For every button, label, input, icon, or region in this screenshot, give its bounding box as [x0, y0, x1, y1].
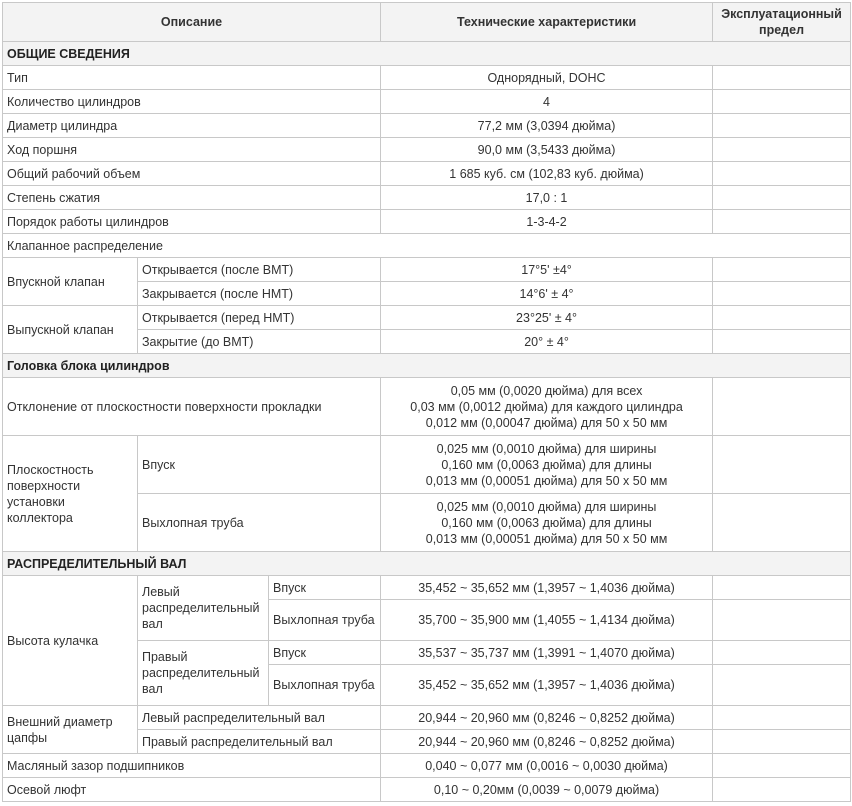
section-camshaft	[3, 552, 851, 576]
row-value: 20° ± 4°	[381, 330, 713, 354]
row-value: 0,025 мм (0,0010 дюйма) для ширины 0,160 мм (0,0063 дюйма) для длины 0,013 мм (0,00051 дюйма) для 50 x 50 мм	[381, 494, 713, 552]
row-label: Количество цилиндров	[3, 90, 381, 114]
row-label: Впуск	[138, 436, 381, 494]
row-label: Левый распределительный вал	[138, 706, 381, 730]
row-label: Открывается (перед НМТ)	[138, 306, 381, 330]
section-title: ОБЩИЕ СВЕДЕНИЯ	[3, 42, 851, 66]
table-row	[3, 306, 851, 330]
cam-height-label: Высота кулачка	[3, 576, 138, 706]
row-label: Тип	[3, 66, 381, 90]
intake-valve-label: Впускной клапан	[3, 258, 138, 306]
row-value: 1-3-4-2	[381, 210, 713, 234]
row-label: Правый распределительный вал	[138, 730, 381, 754]
header-limit: Эксплуатационный предел	[713, 3, 851, 42]
table-row	[3, 706, 851, 730]
row-label: Закрытие (до ВМТ)	[138, 330, 381, 354]
row-value: 20,944 ~ 20,960 мм (0,8246 ~ 0,8252 дюйма)	[381, 730, 713, 754]
row-limit	[713, 436, 851, 494]
row-label: Степень сжатия	[3, 186, 381, 210]
row-limit	[713, 162, 851, 186]
header-description: Описание	[3, 3, 381, 42]
row-limit	[713, 600, 851, 641]
table-row	[3, 576, 851, 600]
row-limit	[713, 306, 851, 330]
row-limit	[713, 186, 851, 210]
row-value: 17,0 : 1	[381, 186, 713, 210]
table-row	[3, 378, 851, 436]
row-limit	[713, 138, 851, 162]
row-label: Диаметр цилиндра	[3, 114, 381, 138]
row-limit	[713, 576, 851, 600]
row-value: 0,05 мм (0,0020 дюйма) для всех 0,03 мм (0,0012 дюйма) для каждого цилиндра 0,012 мм (0,00047 дюйма) для 50 x 50 мм	[381, 378, 713, 436]
row-label: Отклонение от плоскостности поверхности прокладки	[3, 378, 381, 436]
exhaust-valve-label: Выпускной клапан	[3, 306, 138, 354]
row-value: 1 685 куб. см (102,83 куб. дюйма)	[381, 162, 713, 186]
row-value: 17°5' ±4°	[381, 258, 713, 282]
row-limit	[713, 494, 851, 552]
header-specs: Технические характеристики	[381, 3, 713, 42]
row-limit	[713, 665, 851, 706]
row-limit	[713, 210, 851, 234]
row-label: Общий рабочий объем	[3, 162, 381, 186]
row-limit	[713, 378, 851, 436]
table-row	[3, 258, 851, 282]
row-limit	[713, 730, 851, 754]
row-value: 90,0 мм (3,5433 дюйма)	[381, 138, 713, 162]
row-value: 0,040 ~ 0,077 мм (0,0016 ~ 0,0030 дюйма)	[381, 754, 713, 778]
header-row	[3, 3, 851, 42]
journal-diameter-label: Внешний диаметр цапфы	[3, 706, 138, 754]
section-title: РАСПРЕДЕЛИТЕЛЬНЫЙ ВАЛ	[3, 552, 851, 576]
section-cylinder-head	[3, 354, 851, 378]
row-label: Выхлопная труба	[269, 665, 381, 706]
row-value: Однорядный, DOHC	[381, 66, 713, 90]
row-limit	[713, 641, 851, 665]
table-row	[3, 754, 851, 778]
row-value: 23°25' ± 4°	[381, 306, 713, 330]
table-row	[3, 162, 851, 186]
table-row	[3, 186, 851, 210]
row-value: 35,700 ~ 35,900 мм (1,4055 ~ 1,4134 дюйма)	[381, 600, 713, 641]
table-row	[3, 436, 851, 494]
row-limit	[713, 90, 851, 114]
table-row	[3, 210, 851, 234]
row-label: Впуск	[269, 641, 381, 665]
row-label: Впуск	[269, 576, 381, 600]
valve-timing-label: Клапанное распределение	[3, 234, 851, 258]
row-label: Открывается (после ВМТ)	[138, 258, 381, 282]
row-value: 35,452 ~ 35,652 мм (1,3957 ~ 1,4036 дюйма)	[381, 576, 713, 600]
row-value: 4	[381, 90, 713, 114]
row-label: Выхлопная труба	[138, 494, 381, 552]
section-title: Головка блока цилиндров	[3, 354, 851, 378]
row-label: Порядок работы цилиндров	[3, 210, 381, 234]
section-general	[3, 42, 851, 66]
table-row	[3, 778, 851, 802]
row-label: Осевой люфт	[3, 778, 381, 802]
right-camshaft-label: Правый распределительный вал	[138, 641, 269, 706]
row-limit	[713, 66, 851, 90]
row-limit	[713, 706, 851, 730]
row-value: 20,944 ~ 20,960 мм (0,8246 ~ 0,8252 дюйма)	[381, 706, 713, 730]
row-value: 0,025 мм (0,0010 дюйма) для ширины 0,160 мм (0,0063 дюйма) для длины 0,013 мм (0,00051 дюйма) для 50 x 50 мм	[381, 436, 713, 494]
row-label: Ход поршня	[3, 138, 381, 162]
row-limit	[713, 754, 851, 778]
row-limit	[713, 330, 851, 354]
table-row	[3, 138, 851, 162]
row-label: Выхлопная труба	[269, 600, 381, 641]
spec-table	[2, 2, 851, 802]
table-row	[3, 66, 851, 90]
table-row	[3, 234, 851, 258]
row-limit	[713, 282, 851, 306]
table-row	[3, 90, 851, 114]
row-label: Закрывается (после НМТ)	[138, 282, 381, 306]
left-camshaft-label: Левый распределительный вал	[138, 576, 269, 641]
row-limit	[713, 778, 851, 802]
row-limit	[713, 114, 851, 138]
row-value: 35,537 ~ 35,737 мм (1,3991 ~ 1,4070 дюйма)	[381, 641, 713, 665]
manifold-flatness-label: Плоскостность поверхности установки коллектора	[3, 436, 138, 552]
table-row	[3, 114, 851, 138]
row-label: Масляный зазор подшипников	[3, 754, 381, 778]
row-value: 14°6' ± 4°	[381, 282, 713, 306]
row-value: 77,2 мм (3,0394 дюйма)	[381, 114, 713, 138]
row-value: 35,452 ~ 35,652 мм (1,3957 ~ 1,4036 дюйма)	[381, 665, 713, 706]
row-limit	[713, 258, 851, 282]
row-value: 0,10 ~ 0,20мм (0,0039 ~ 0,0079 дюйма)	[381, 778, 713, 802]
